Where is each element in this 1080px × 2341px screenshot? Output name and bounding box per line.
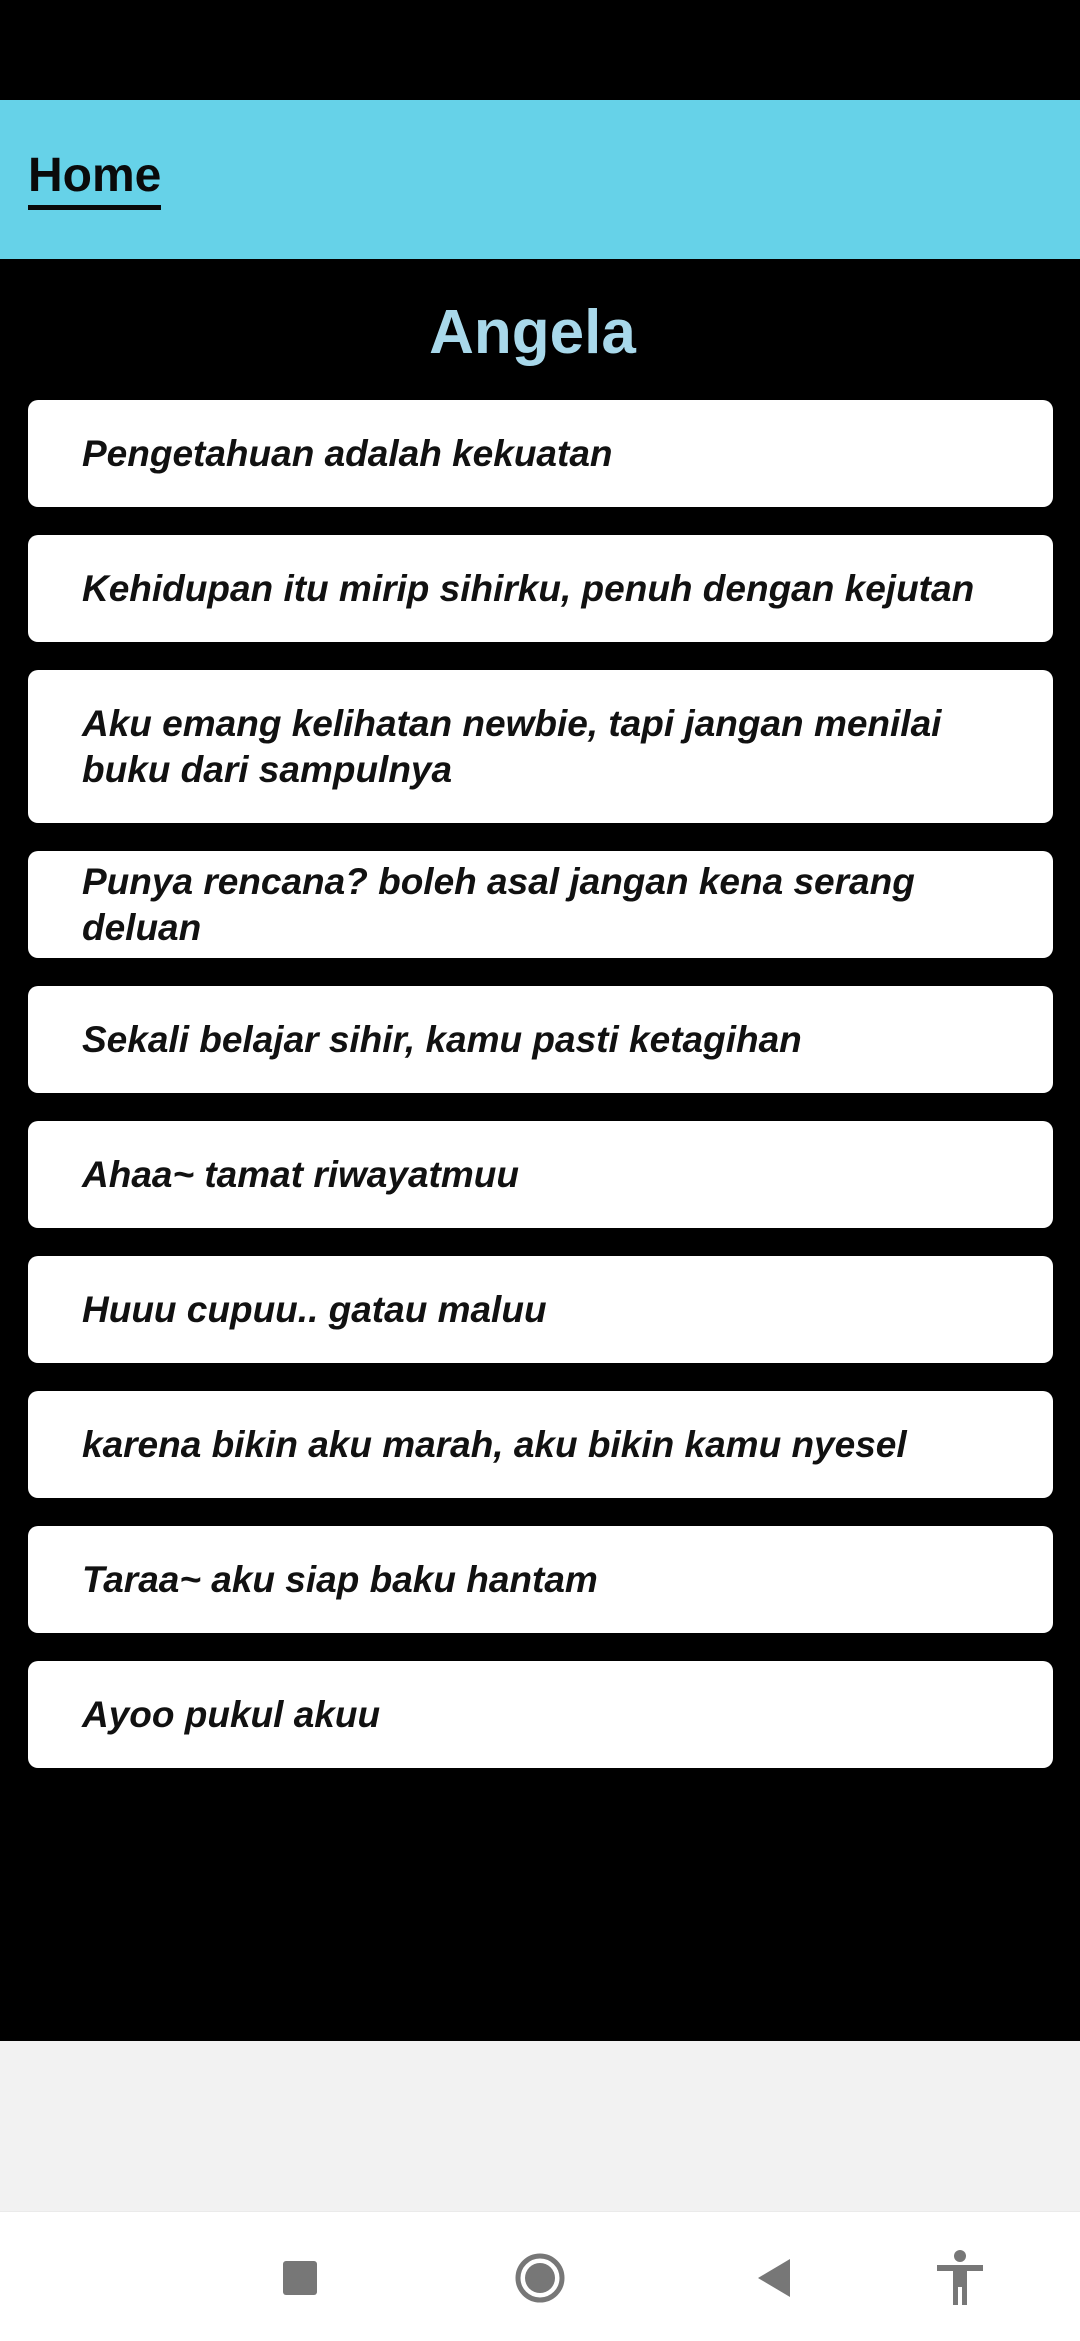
back-button[interactable] bbox=[742, 2246, 806, 2310]
system-nav-bar bbox=[0, 2211, 1080, 2341]
quote-card[interactable] bbox=[28, 851, 1053, 958]
quote-text: Sekali belajar sihir, kamu pasti ketagihan bbox=[82, 1018, 802, 1060]
quote-text: Ayoo pukul akuu bbox=[82, 1693, 381, 1735]
status-bar bbox=[0, 0, 1080, 100]
quote-text: Punya rencana? boleh asal jangan kena serang deluan bbox=[82, 861, 915, 948]
quote-card[interactable] bbox=[28, 1256, 1053, 1363]
empty-area bbox=[0, 2041, 1080, 2211]
quote-text: Huuu cupuu.. gatau maluu bbox=[82, 1288, 547, 1330]
quote-text: Kehidupan itu mirip sihirku, penuh dengan kejutan bbox=[82, 567, 975, 609]
quote-card[interactable] bbox=[28, 1526, 1053, 1633]
home-link[interactable]: Home bbox=[28, 150, 161, 210]
quote-card[interactable] bbox=[28, 400, 1053, 507]
home-circle-icon bbox=[514, 2252, 566, 2304]
accessibility-button[interactable] bbox=[928, 2246, 992, 2310]
quote-text: Ahaa~ tamat riwayatmuu bbox=[82, 1153, 519, 1195]
quote-text: Taraa~ aku siap baku hantam bbox=[82, 1558, 598, 1600]
accessibility-icon bbox=[934, 2249, 986, 2307]
recents-square-icon bbox=[282, 2260, 318, 2296]
quote-card[interactable] bbox=[28, 1391, 1053, 1498]
quote-card[interactable] bbox=[28, 1661, 1053, 1768]
home-button[interactable] bbox=[508, 2246, 572, 2310]
quote-card[interactable] bbox=[28, 670, 1053, 823]
quote-text: Pengetahuan adalah kekuatan bbox=[82, 432, 613, 474]
main-content bbox=[0, 259, 1080, 2041]
quote-list bbox=[28, 400, 1053, 1796]
recents-button[interactable] bbox=[268, 2246, 332, 2310]
quote-card[interactable] bbox=[28, 986, 1053, 1093]
quote-text: karena bikin aku marah, aku bikin kamu nyesel bbox=[82, 1423, 907, 1465]
quote-card[interactable] bbox=[28, 535, 1053, 642]
app-bar bbox=[0, 100, 1080, 259]
back-triangle-icon bbox=[754, 2257, 794, 2299]
quote-text: Aku emang kelihatan newbie, tapi jangan menilai buku dari sampulnya bbox=[82, 703, 942, 790]
page-title: Angela bbox=[429, 298, 636, 367]
quote-card[interactable] bbox=[28, 1121, 1053, 1228]
